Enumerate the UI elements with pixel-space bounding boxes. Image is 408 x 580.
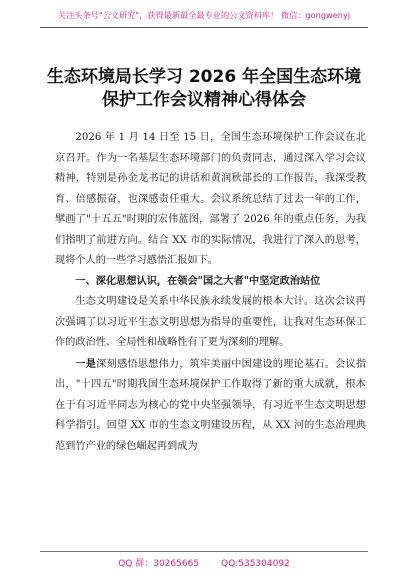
footer-qq: QQ:535304092: [221, 559, 290, 569]
section-heading-1: 一、深化思想认识，在领会"国之大者"中坚定政治站位: [75, 275, 321, 287]
document-title: [0, 66, 408, 112]
paragraph-3-text: 深刻感悟思想伟力，筑牢美丽中国建设的理论基石。会议指出，"十四五"时期我国生态环境保护工作取得了新的重大成就，根本在于有习近平同志为核心的党中央坚强领导，有习近平生态文明思想科学指引。回望 XX 市的生态文明建设历程，从 XX 河的生态治理典范到竹产业的绿色崛起再到成为: [55, 358, 367, 452]
title-line-1: 生态环境局长学习 2026 年全国生态环境: [46, 67, 362, 87]
title-line-2: 保护工作会议精神心得体会: [102, 90, 306, 110]
footer-qq-group: QQ 群：30265665: [118, 559, 200, 569]
document-body: [55, 128, 366, 457]
footer-divider: [40, 551, 368, 552]
paragraph-2: 生态文明建设是关系中华民族永续发展的根本大计。这次会议再次强调了以习近平生态文明思想为指导的重要性，让我对生态环保工作的政治性、全局性和战略性有了更为深刻的理解。: [55, 296, 366, 348]
footer-contact: [0, 556, 408, 569]
header-notice: 关注头条号"公文研究"，获得最新最全最专业的公文资料库！ 微信：gongwenyj: [57, 10, 351, 20]
intro-paragraph: 2026 年 1 月 14 日至 15 日，全国生态环境保护工作会议在北京召开。作为一名基层生态环境部门的负责同志，通过深入学习会议精神，特别是孙金龙书记的讲话和黄润秋部长的工作报告，我深受教育、倍感振奋，也深感责任重大。会议系统总结了过去一年的工作，擘画了"十五五"时期的宏伟蓝图，部署了 2026 年的重点任务，为我们指明了前进方向。结合 XX 市的实际情况，我进行了深入的思考，现将个人的一些学习感悟汇报如下。: [55, 132, 366, 266]
paragraph-3: [55, 354, 366, 458]
header-divider: [40, 27, 368, 28]
paragraph-3-lead: 一是: [75, 357, 97, 370]
